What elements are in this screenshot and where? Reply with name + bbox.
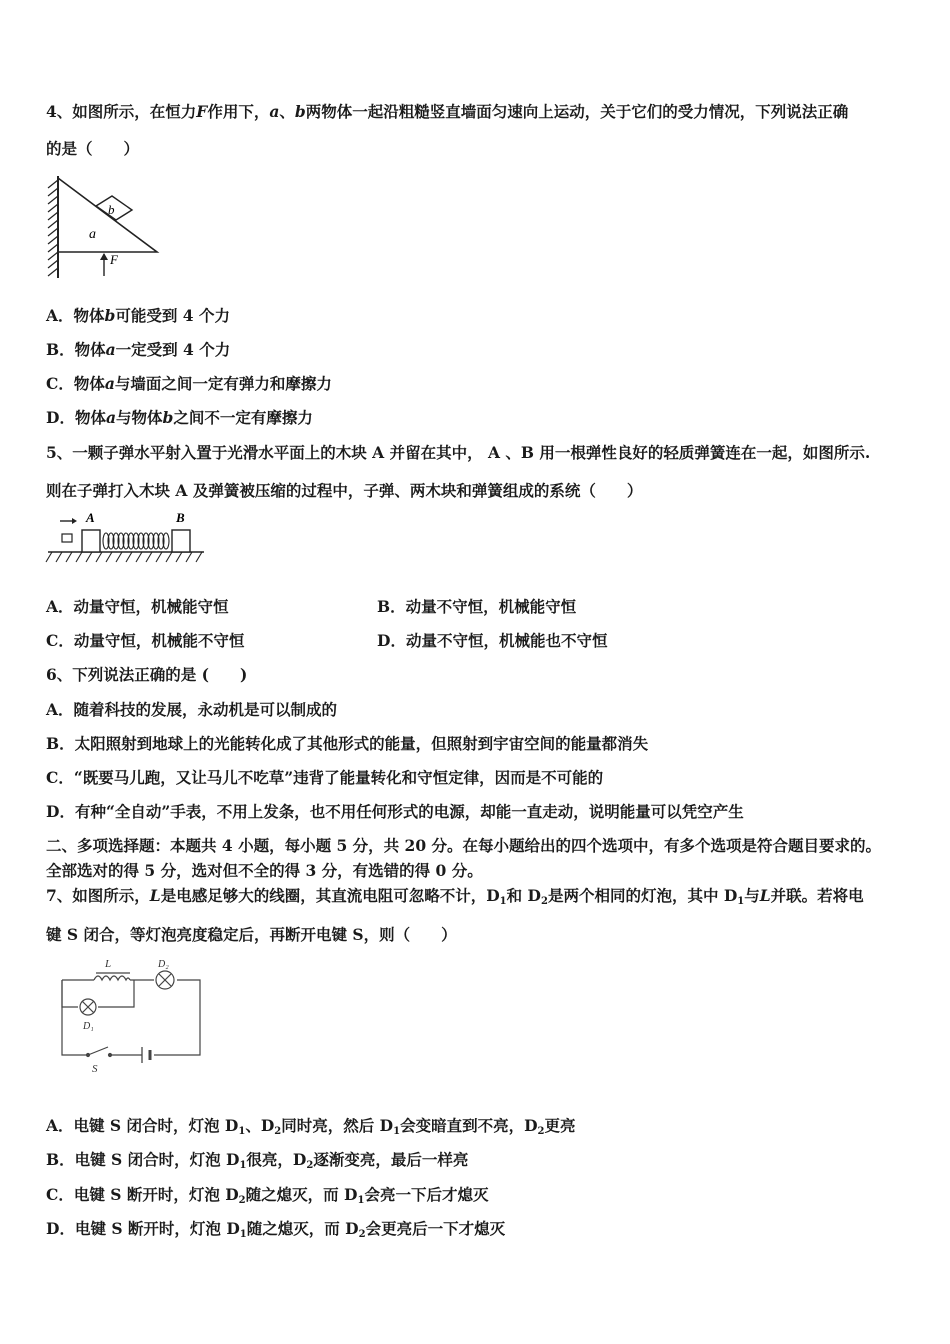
- q5-option-d: D．动量不守恒，机械能也不守恒: [377, 631, 608, 650]
- q5-stem-line2: 则在子弹打入木块 A 及弹簧被压缩的过程中，子弹、两木块和弹簧组成的系统（ ）: [46, 481, 643, 500]
- q4-option-d: D．物体a与物体b之间不一定有摩擦力: [46, 408, 313, 427]
- q5-option-a: A．动量守恒，机械能守恒: [46, 597, 229, 616]
- q4-label-F: F: [110, 252, 118, 267]
- q6-option-d: D．有种“全自动”手表，不用上发条，也不用任何形式的电源，却能一直走动，说明能量可以凭空产生: [46, 802, 744, 821]
- q4-label-b: b: [108, 202, 115, 217]
- q6-stem: 6、下列说法正确的是 ( ): [46, 665, 248, 684]
- q4-option-c: C．物体a与墙面之间一定有弹力和摩擦力: [46, 374, 332, 393]
- q7-stem-line1: 7、如图所示，L是电感足够大的线圈，其直流电阻可忽略不计，$D_1$和 $D_2$是两个相同的灯泡，其中 $D_1$与L并联。若将电: [46, 886, 864, 907]
- q4-option-a: A．物体b可能受到 4 个力: [46, 306, 230, 325]
- q6-option-a: A．随着科技的发展，永动机是可以制成的: [46, 700, 338, 719]
- q5-figure: [44, 508, 209, 568]
- q4-stem-line1: 4、如图所示，在恒力F作用下，a、b两物体一起沿粗糙竖直墙面匀速向上运动，关于它们的受力情况，下列说法正确: [46, 102, 849, 121]
- q5-stem-line1: 5、一颗子弹水平射入置于光滑水平面上的木块 A 并留在其中， A 、B 用一根弹性良好的轻质弹簧连在一起，如图所示.: [46, 443, 871, 462]
- q7-label-D2: D₂: [158, 959, 169, 970]
- q7-option-c: C．电键 S 断开时，灯泡 $D_2$随之熄灭，而 $D_1$会亮一下后才熄灭: [46, 1185, 489, 1206]
- q7-option-b: B．电键 S 闭合时，灯泡 $D_1$很亮，$D_2$逐渐变亮，最后一样亮: [46, 1150, 469, 1171]
- q4-label-a: a: [89, 227, 96, 242]
- q7-label-D1: D₁: [83, 1021, 94, 1032]
- section2-instructions-line2: 全部选对的得 5 分，选对但不全的得 3 分，有选错的得 0 分。: [46, 861, 483, 880]
- q5-label-B: B: [176, 510, 185, 525]
- section2-instructions-line1: 二、多项选择题：本题共 4 小题，每小题 5 分，共 20 分。在每小题给出的四个选项中，有多个选项是符合题目要求的。: [46, 836, 882, 855]
- q7-label-L: L: [105, 958, 112, 970]
- q5-option-c: C．动量守恒，机械能不守恒: [46, 631, 245, 650]
- q5-option-b: B．动量不守恒，机械能守恒: [377, 597, 577, 616]
- q5-label-A: A: [86, 510, 95, 525]
- q4-stem-line2: 的是（ ）: [46, 139, 140, 158]
- q4-option-b: B．物体a一定受到 4 个力: [46, 340, 231, 359]
- q7-stem-line2: 键 S 闭合，等灯泡亮度稳定后，再断开电键 S，则（ ）: [46, 925, 457, 944]
- q7-label-S: S: [92, 1063, 98, 1075]
- q4-figure: [44, 172, 164, 282]
- q6-option-c: C．“既要马儿跑，又让马儿不吃草”违背了能量转化和守恒定律，因而是不可能的: [46, 768, 604, 787]
- q7-circuit-figure: [50, 955, 210, 1080]
- q7-option-a: A．电键 S 闭合时，灯泡 $D_1$、$D_2$同时亮，然后 $D_1$会变暗直到不亮，$D_2$更亮: [46, 1116, 576, 1137]
- q6-option-b: B．太阳照射到地球上的光能转化成了其他形式的能量，但照射到宇宙空间的能量都消失: [46, 734, 649, 753]
- q7-option-d: D．电键 S 断开时，灯泡 $D_1$随之熄灭，而 $D_2$会更亮后一下才熄灭: [46, 1219, 506, 1240]
